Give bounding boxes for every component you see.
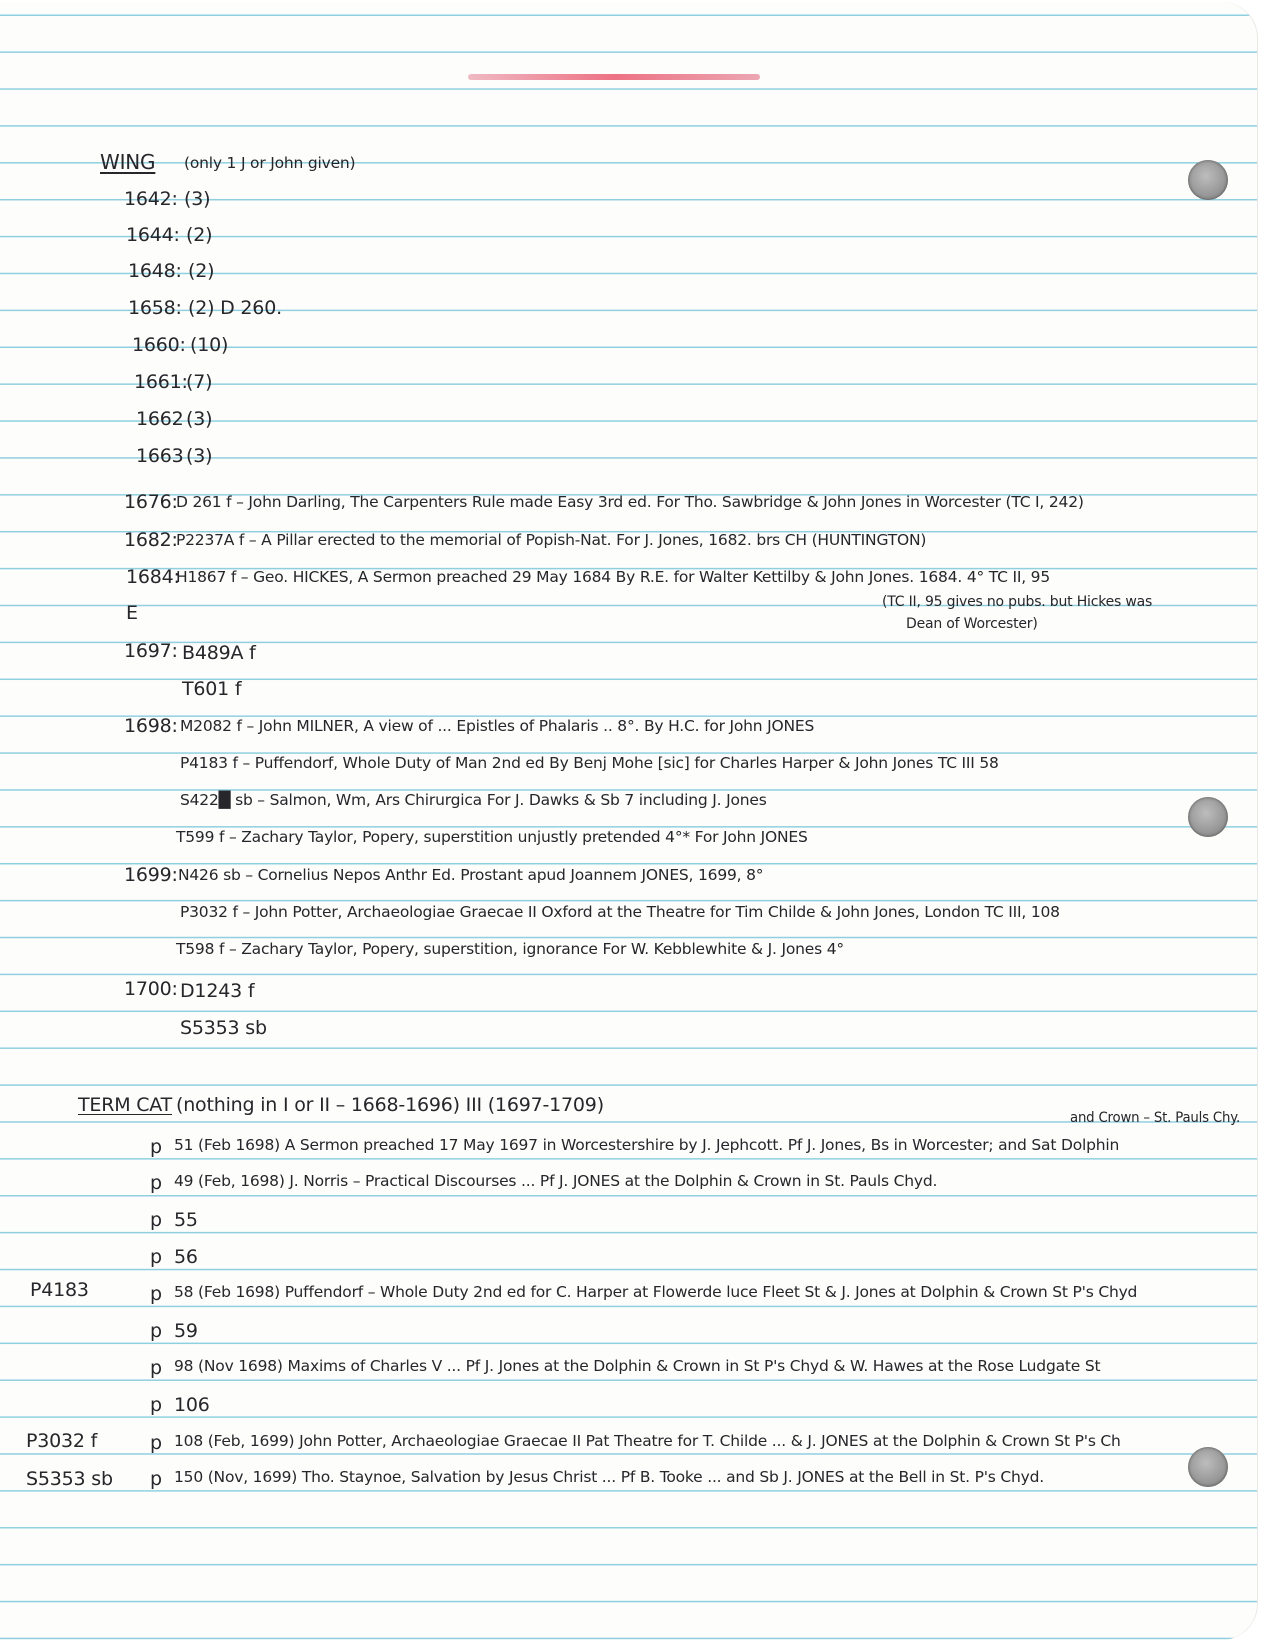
- wing-year: 1662: [136, 408, 184, 430]
- term-cat-addendum: and Crown – St. Pauls Chy.: [1070, 1110, 1241, 1126]
- punch-hole-top: [1188, 160, 1228, 200]
- red-ink-strike: [468, 74, 760, 80]
- term-cat-entry: 49 (Feb, 1698) J. Norris – Practical Discourses ... Pf J. JONES at the Dolphin & Crown in St. Pauls Chyd.: [174, 1172, 938, 1190]
- notebook-page: [0, 2, 1258, 1640]
- wing-heading: WING: [100, 150, 156, 174]
- term-cat-entry: 98 (Nov 1698) Maxims of Charles V ... Pf J. Jones at the Dolphin & Crown in St P's Chyd & W. Hawes at the Rose Ludgate St: [174, 1357, 1101, 1375]
- page-marker: p: [150, 1468, 162, 1490]
- wing-item: M2082 f – John MILNER, A view of ... Epistles of Phalaris .. 8°. By H.C. for John JONES: [180, 717, 815, 735]
- term-cat-entry: 59: [174, 1320, 198, 1342]
- wing-year: 1642:: [124, 188, 178, 210]
- wing-year: 1697:: [124, 640, 178, 662]
- wing-value: (2): [188, 260, 215, 282]
- hickes-note: Dean of Worcester): [906, 616, 1038, 632]
- wing-year: 1648:: [128, 260, 182, 282]
- wing-item: D1243 f: [180, 980, 255, 1002]
- page-marker: p: [150, 1357, 162, 1379]
- term-cat-entry: 56: [174, 1246, 198, 1268]
- page-marker: p: [150, 1320, 162, 1342]
- wing-value: (10): [190, 334, 229, 356]
- term-cat-entry: 58 (Feb 1698) Puffendorf – Whole Duty 2nd ed for C. Harper at Flowerde luce Fleet St & J. Jones at Dolphin & Crown St P's Chyd: [174, 1283, 1138, 1301]
- wing-year: 1658:: [128, 297, 182, 319]
- wing-value: (2): [186, 224, 213, 246]
- wing-year: 1698:: [124, 715, 178, 737]
- margin-ref: P4183: [30, 1279, 89, 1301]
- wing-item: P3032 f – John Potter, Archaeologiae Graecae II Oxford at the Theatre for Tim Childe & John Jones, London TC III, 108: [180, 903, 1060, 921]
- punch-hole-bottom: [1188, 1447, 1228, 1487]
- wing-note: (only 1 J or John given): [184, 154, 356, 172]
- wing-item: S5353 sb: [180, 1017, 267, 1039]
- stray-mark: E: [126, 602, 138, 624]
- wing-entry: D 261 f – John Darling, The Carpenters Rule made Easy 3rd ed. For Tho. Sawbridge & John Jones in Worcester (TC I, 242): [176, 493, 1084, 511]
- margin-ref: P3032 f: [26, 1430, 98, 1452]
- term-cat-entry: 108 (Feb, 1699) John Potter, Archaeologiae Graecae II Pat Theatre for T. Childe ... & J. JONES at the Dolphin & Crown St P's Ch: [174, 1432, 1121, 1450]
- wing-year: 1663: [136, 445, 184, 467]
- term-cat-entry: 106: [174, 1394, 210, 1416]
- wing-year: 1660:: [132, 334, 186, 356]
- wing-value: (3): [184, 188, 211, 210]
- page-marker: p: [150, 1246, 162, 1268]
- page-marker: p: [150, 1394, 162, 1416]
- margin-ref: S5353 sb: [26, 1468, 113, 1490]
- wing-year: 1682:: [124, 529, 178, 551]
- term-cat-entry: 150 (Nov, 1699) Tho. Staynoe, Salvation by Jesus Christ ... Pf B. Tooke ... and Sb J. JONES at the Bell in St. P's Chyd.: [174, 1468, 1044, 1486]
- wing-value: (7): [186, 371, 213, 393]
- wing-item: S422█ sb – Salmon, Wm, Ars Chirurgica For J. Dawks & Sb 7 including J. Jones: [180, 791, 767, 809]
- page-marker: p: [150, 1172, 162, 1194]
- hickes-note: (TC II, 95 gives no pubs. but Hickes was: [882, 594, 1153, 610]
- page-marker: p: [150, 1432, 162, 1454]
- page-marker: p: [150, 1283, 162, 1305]
- wing-item: B489A f: [182, 642, 256, 664]
- term-cat-heading: TERM CAT: [78, 1094, 173, 1116]
- wing-value: (3): [186, 408, 213, 430]
- punch-hole-middle: [1188, 797, 1228, 837]
- wing-item: N426 sb – Cornelius Nepos Anthr Ed. Prostant apud Joannem JONES, 1699, 8°: [178, 866, 764, 884]
- wing-entry: H1867 f – Geo. HICKES, A Sermon preached 29 May 1684 By R.E. for Walter Kettilby & John Jones. 1684. 4° TC II, 95: [176, 568, 1050, 586]
- wing-item: T601 f: [182, 678, 242, 700]
- page-marker: p: [150, 1209, 162, 1231]
- wing-entry: P2237A f – A Pillar erected to the memorial of Popish-Nat. For J. Jones, 1682. brs CH (HUNTINGTON): [176, 531, 927, 549]
- term-cat-entry: 51 (Feb 1698) A Sermon preached 17 May 1697 in Worcestershire by J. Jephcott. Pf J. Jones, Bs in Worcester; and Sat Dolphin: [174, 1136, 1120, 1154]
- wing-year: 1699:: [124, 864, 178, 886]
- wing-year: 1700:: [124, 978, 178, 1000]
- wing-year: 1644:: [126, 224, 180, 246]
- page-marker: p: [150, 1136, 162, 1158]
- term-cat-note: (nothing in I or II – 1668-1696) III (1697-1709): [176, 1094, 604, 1116]
- wing-year: 1661:: [134, 371, 188, 393]
- wing-item: T598 f – Zachary Taylor, Popery, superstition, ignorance For W. Kebblewhite & J. Jones 4°: [176, 940, 844, 958]
- wing-year: 1684:: [126, 566, 180, 588]
- wing-value: (3): [186, 445, 213, 467]
- wing-item: T599 f – Zachary Taylor, Popery, superstition unjustly pretended 4°* For John JONES: [176, 828, 808, 846]
- wing-year: 1676:: [124, 491, 178, 513]
- wing-value: (2) D 260.: [188, 297, 282, 319]
- term-cat-entry: 55: [174, 1209, 198, 1231]
- wing-item: P4183 f – Puffendorf, Whole Duty of Man 2nd ed By Benj Mohe [sic] for Charles Harper & John Jones TC III 58: [180, 754, 999, 772]
